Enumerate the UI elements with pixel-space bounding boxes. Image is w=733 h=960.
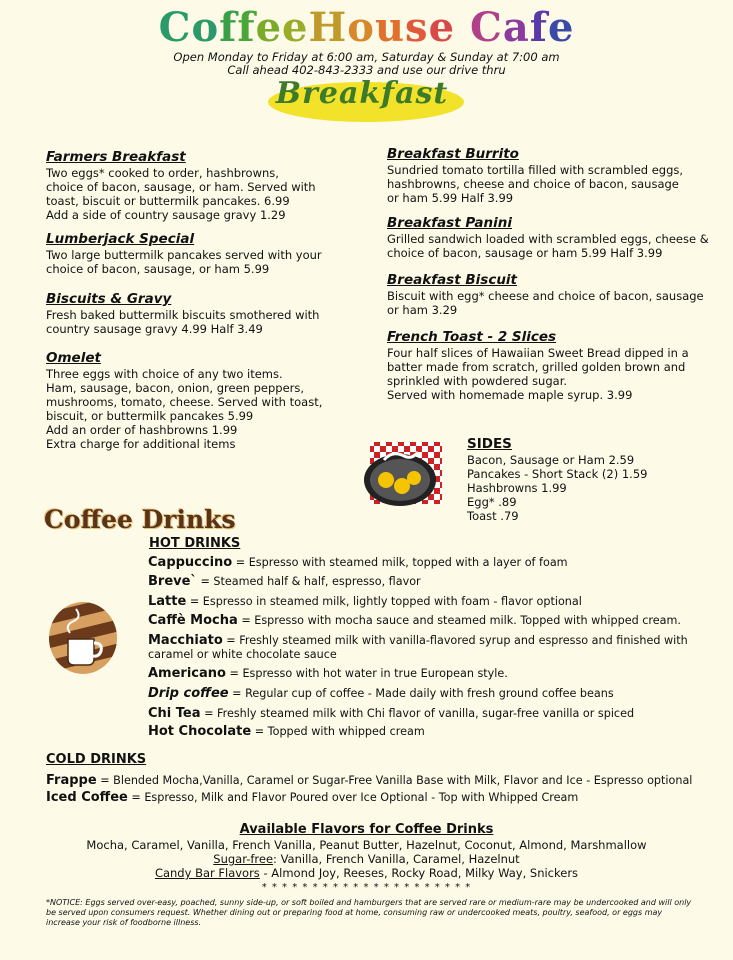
drink-name: Macchiato <box>148 633 223 648</box>
item-line: batter made from scratch, grilled golden brown and <box>387 360 686 374</box>
drink-desc: = Espresso in steamed milk, lightly topped with foam - flavor optional <box>186 595 582 608</box>
drink-name: Frappe <box>46 773 97 788</box>
title-letter <box>455 4 470 51</box>
side-line: Egg* .89 <box>467 495 517 509</box>
coffee-cup-icon <box>48 601 118 675</box>
title-letter: s <box>405 4 429 51</box>
item-line: Extra charge for additional items <box>46 437 236 451</box>
sugar-free-flavors <box>0 852 733 866</box>
drink-desc: = Blended Mocha,Vanilla, Caramel or Sugar-Free Vanilla Base with Milk, Flavor and Ice - Espresso optional <box>96 774 693 787</box>
cold-drinks-heading: COLD DRINKS <box>46 752 147 767</box>
item-line: Add a side of country sausage gravy 1.29 <box>46 208 286 222</box>
item-name: Omelet <box>46 350 101 366</box>
side-line: Hashbrowns 1.99 <box>467 481 567 495</box>
coffee-drinks-heading: Coffee Drinks <box>44 505 236 534</box>
item-name: Lumberjack Special <box>46 231 195 247</box>
title-letter: C <box>158 4 192 51</box>
item-name: Breakfast Biscuit <box>387 272 518 288</box>
drink-latte <box>148 592 582 612</box>
drink-desc: = Topped with whipped cream <box>251 725 425 738</box>
drink-name: Hot Chocolate <box>148 724 252 739</box>
item-line: Sundried tomato tortilla filled with scrambled eggs, <box>387 163 684 177</box>
item-name: Farmers Breakfast <box>46 149 186 165</box>
item-line: choice of bacon, sausage or ham 5.99 Half 3.99 <box>387 246 663 260</box>
title-letter: f <box>219 4 238 51</box>
drink-hot-chocolate <box>148 722 425 742</box>
item-name: French Toast - 2 Slices <box>387 329 557 345</box>
title-letter: e <box>282 4 309 51</box>
hours-line-2: Call ahead 402-843-2333 and use our drive thru <box>227 63 506 77</box>
title-letter: f <box>529 4 548 51</box>
item-line: toast, biscuit or buttermilk pancakes. 6.99 <box>46 194 290 208</box>
item-line: Served with homemade maple syrup. 3.99 <box>387 388 633 402</box>
cafe-title <box>0 4 733 51</box>
sides-section <box>467 436 707 523</box>
title-letter: H <box>308 4 348 51</box>
candy-bar-label: Candy Bar Flavors <box>154 866 260 880</box>
hot-drinks-heading: HOT DRINKS <box>149 536 241 551</box>
star-divider: * * * * * * * * * * * * * * * * * * * * * <box>261 882 472 893</box>
drink-frappe <box>46 773 692 788</box>
drink-desc: = Regular cup of coffee - Made daily with fresh ground coffee beans <box>228 687 614 700</box>
item-line: country sausage gravy 4.99 Half 3.49 <box>46 322 263 336</box>
drink-name: Latte <box>148 594 187 609</box>
title-letter: u <box>374 4 406 51</box>
plate-illustration <box>362 440 444 508</box>
title-letter: e <box>547 4 575 51</box>
drink-name: Drip coffee <box>148 686 229 701</box>
drink-desc: = Espresso with mocha sauce and steamed milk. Topped with whipped cream. <box>237 614 681 627</box>
item-name: Biscuits & Gravy <box>46 291 172 307</box>
side-line: Pancakes - Short Stack (2) 1.59 <box>467 467 648 481</box>
drink-cappuccino <box>148 553 568 573</box>
title-letter: a <box>502 4 530 51</box>
item-line: Two eggs* cooked to order, hashbrowns, <box>46 166 279 180</box>
title-letter: o <box>347 4 375 51</box>
drink-name: Breve` <box>148 574 197 589</box>
item-farmers-breakfast <box>46 149 376 222</box>
title-letter: C <box>469 4 503 51</box>
item-line: Two large buttermilk pancakes served with your <box>46 248 322 262</box>
drink-macchiato-cont: caramel or white chocolate sauce <box>148 648 337 661</box>
item-breakfast-burrito <box>387 146 717 205</box>
sides-title: SIDES <box>467 436 512 452</box>
item-omelet <box>46 350 376 451</box>
drink-desc: = Freshly steamed milk with Chi flavor of vanilla, sugar-free vanilla or spiced <box>200 707 635 720</box>
item-line: Three eggs with choice of any two items. <box>46 367 283 381</box>
drink-name: Caffè Mocha <box>148 613 238 628</box>
item-line: mushrooms, tomato, cheese. Served with toast, <box>46 395 323 409</box>
item-line: choice of bacon, sausage, or ham 5.99 <box>46 262 270 276</box>
item-line: or ham 3.29 <box>387 303 458 317</box>
drink-breve <box>148 572 421 592</box>
drink-chi-tea <box>148 704 634 724</box>
item-line: hashbrowns, cheese and choice of bacon, sausage <box>387 177 679 191</box>
item-french-toast <box>387 329 717 402</box>
food-safety-notice: *NOTICE: Eggs served over-easy, poached, sunny side-up, or soft boiled and hamburgers that are served rare or medium-rare may be undercooked and will only be served upon consumers request. Whether dining out or preparing food at home, consuming raw or undercooked meats, poultry, seafood, or eggs may increase your risk of foodborne illness. <box>46 898 692 927</box>
candy-bar-flavors <box>0 866 733 880</box>
sugar-free-list: : Vanilla, French Vanilla, Caramel, Hazelnut <box>273 852 520 866</box>
item-line: Ham, sausage, bacon, onion, green peppers, <box>46 381 305 395</box>
drink-desc: = Freshly steamed milk with vanilla-flavored syrup and espresso and finished with <box>222 634 688 647</box>
title-letter: f <box>237 4 256 51</box>
item-breakfast-panini <box>387 215 717 260</box>
side-line: Bacon, Sausage or Ham 2.59 <box>467 453 635 467</box>
item-line: Biscuit with egg* cheese and choice of bacon, sausage <box>387 289 704 303</box>
title-letter: e <box>255 4 283 51</box>
item-line: or ham 5.99 Half 3.99 <box>387 191 514 205</box>
drink-americano <box>148 664 508 684</box>
drink-iced-coffee <box>46 790 578 805</box>
title-letter: e <box>428 4 456 51</box>
drink-desc: = Espresso with steamed milk, topped with a layer of foam <box>232 556 568 569</box>
title-letter: o <box>191 4 220 51</box>
drink-caffe-mocha <box>148 611 681 631</box>
item-name: Breakfast Panini <box>387 215 512 231</box>
item-name: Breakfast Burrito <box>387 146 519 162</box>
breakfast-heading: Breakfast <box>275 76 449 111</box>
flavors-line: Mocha, Caramel, Vanilla, French Vanilla, Peanut Butter, Hazelnut, Coconut, Almond, Marshmallow <box>86 838 647 852</box>
drink-name: Chi Tea <box>148 706 201 721</box>
item-line: sprinkled with powdered sugar. <box>387 374 568 388</box>
drink-name: Iced Coffee <box>46 790 128 805</box>
item-line: biscuit, or buttermilk pancakes 5.99 <box>46 409 254 423</box>
drink-drip-coffee <box>148 684 614 704</box>
item-breakfast-biscuit <box>387 272 717 317</box>
sugar-free-label: Sugar-free <box>213 852 274 866</box>
drink-name: Cappuccino <box>148 555 233 570</box>
item-line: Add an order of hashbrowns 1.99 <box>46 423 238 437</box>
item-biscuits-gravy <box>46 291 376 336</box>
drink-desc: = Espresso, Milk and Flavor Poured over Ice Optional - Top with Whipped Cream <box>127 791 579 804</box>
side-line: Toast .79 <box>467 509 519 523</box>
hours-line-1: Open Monday to Friday at 6:00 am, Saturday & Sunday at 7:00 am <box>173 50 560 64</box>
drink-desc: = Steamed half & half, espresso, flavor <box>196 575 421 588</box>
item-line: Fresh baked buttermilk biscuits smothered with <box>46 308 320 322</box>
flavors-heading: Available Flavors for Coffee Drinks <box>239 822 494 837</box>
drink-name: Americano <box>148 666 226 681</box>
item-line: Four half slices of Hawaiian Sweet Bread dipped in a <box>387 346 689 360</box>
item-line: Grilled sandwich loaded with scrambled eggs, cheese & <box>387 232 709 246</box>
item-lumberjack-special <box>46 231 376 276</box>
item-line: choice of bacon, sausage, or ham. Served with <box>46 180 316 194</box>
drink-desc: = Espresso with hot water in true European style. <box>225 667 508 680</box>
candy-bar-list: - Almond Joy, Reeses, Rocky Road, Milky Way, Snickers <box>259 866 579 880</box>
